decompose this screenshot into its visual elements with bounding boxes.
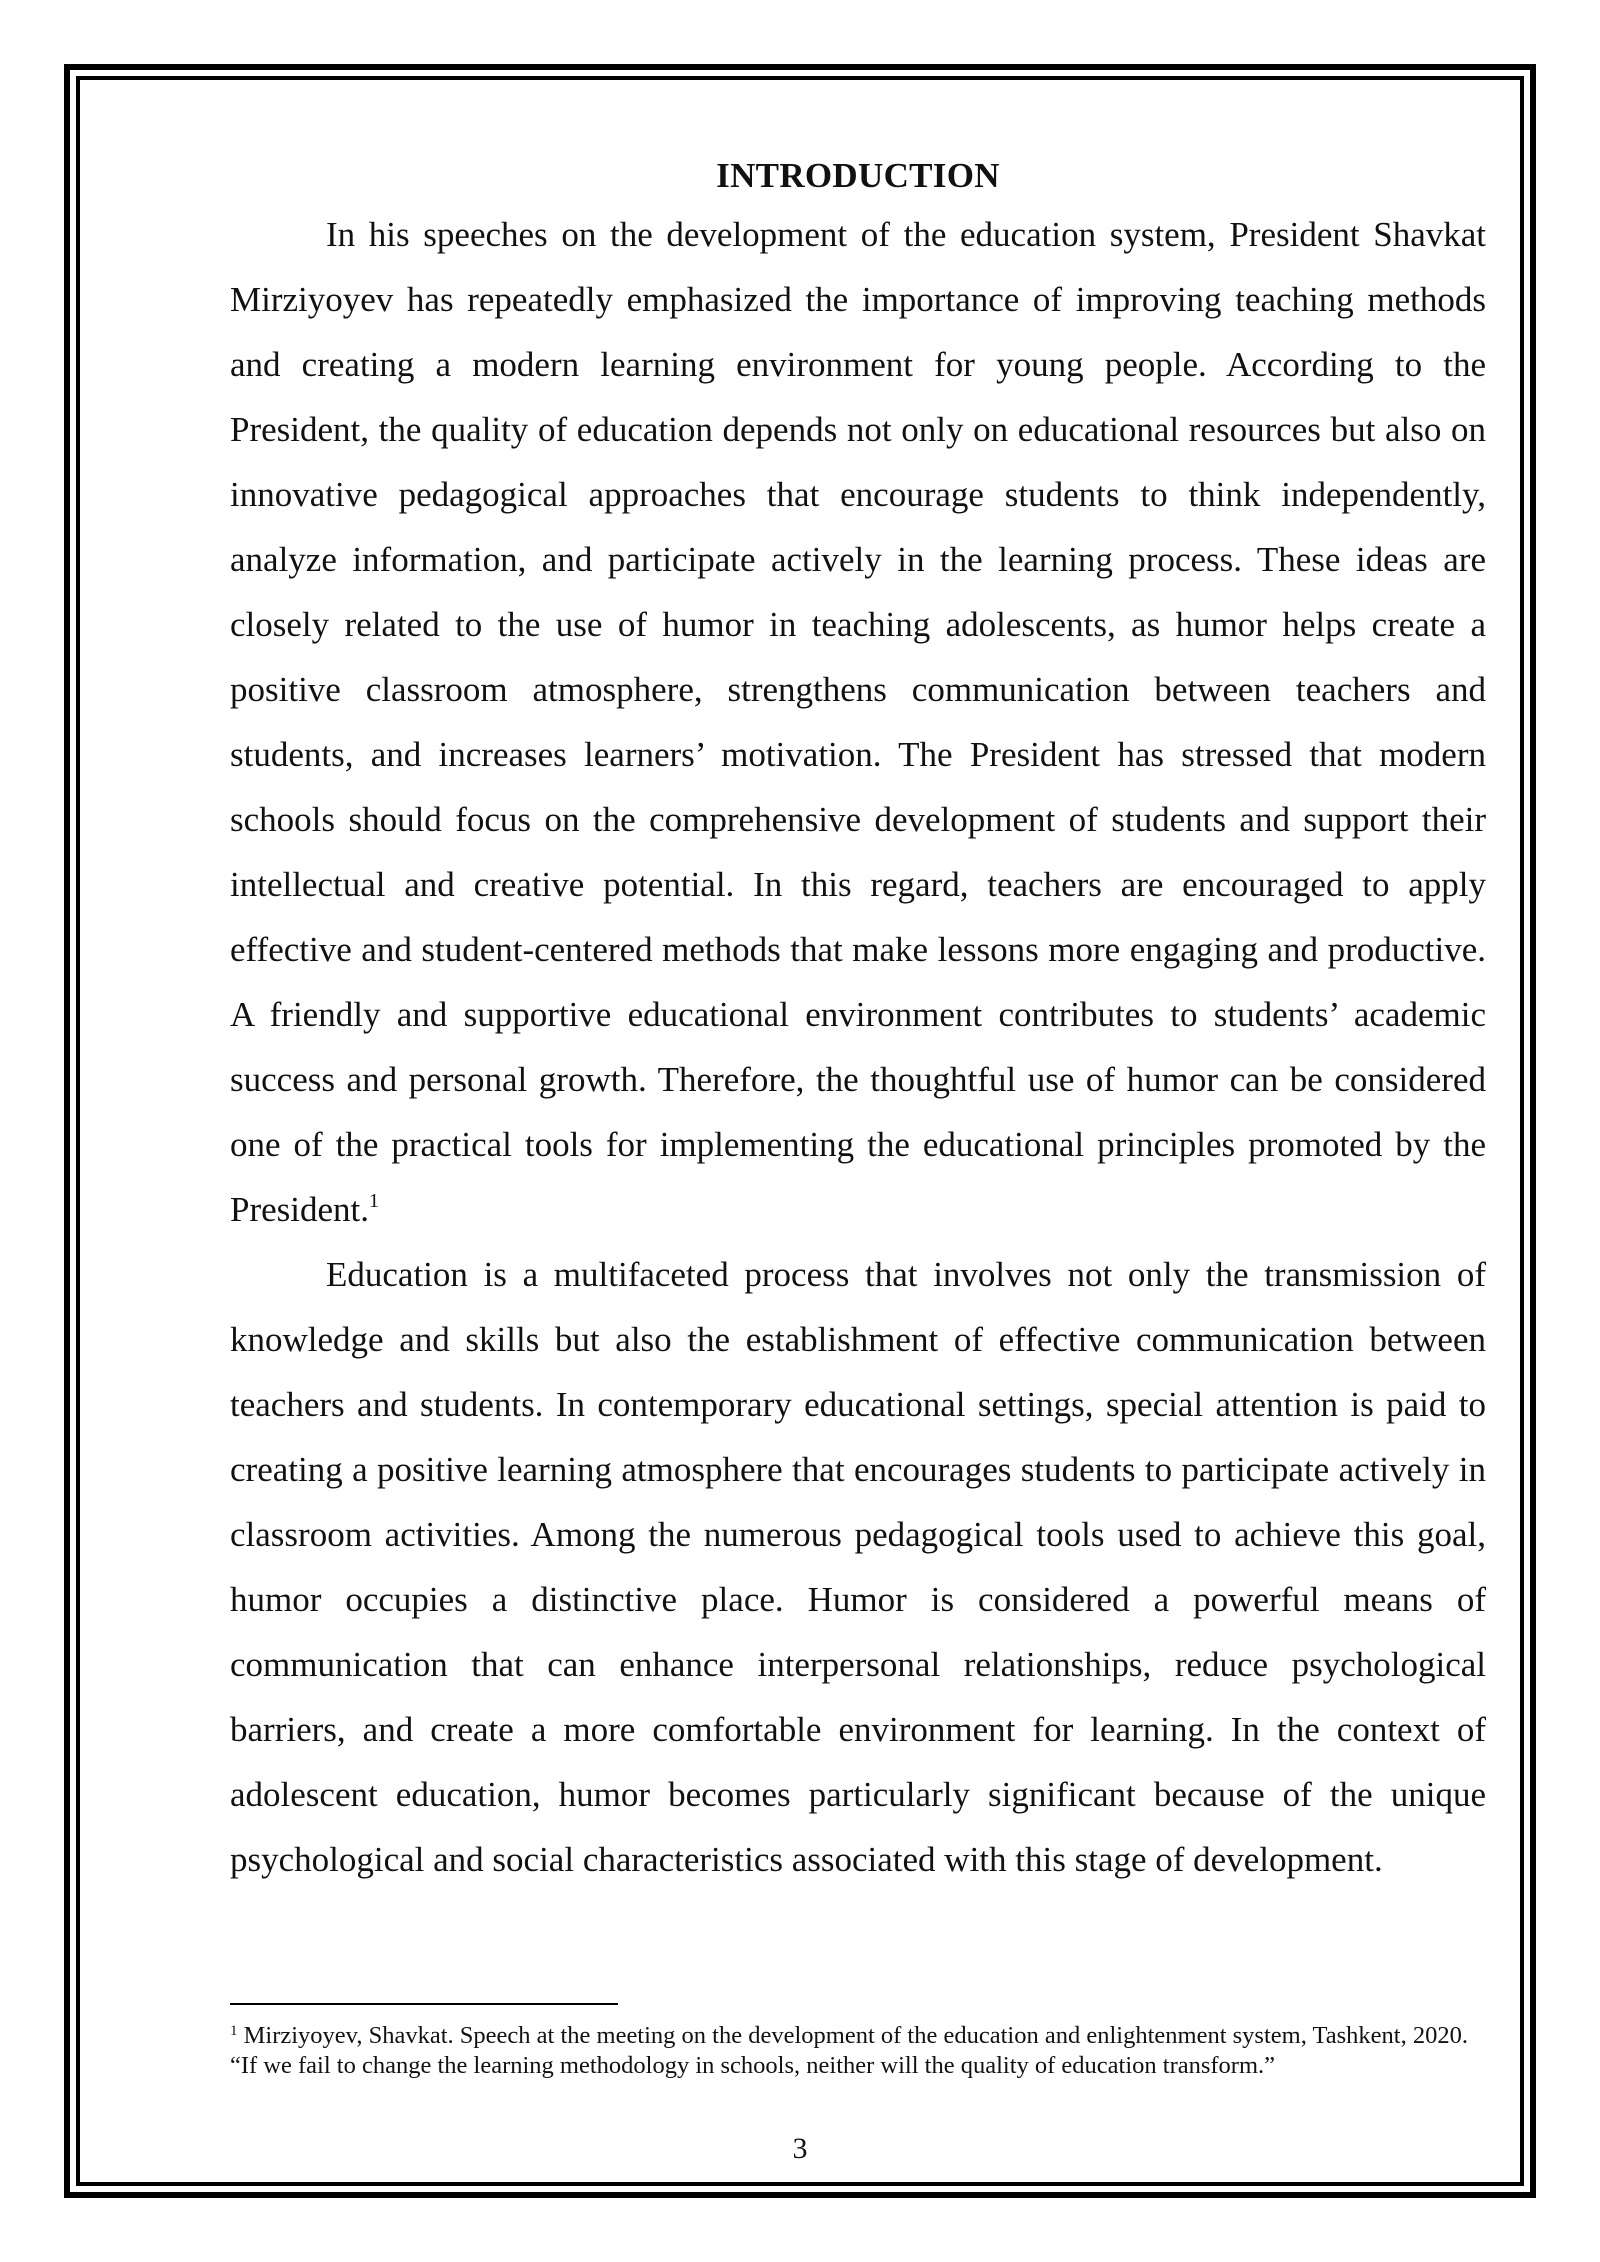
footnote-reference[interactable]: 1 bbox=[369, 1190, 380, 1212]
main-text bbox=[230, 150, 1486, 1892]
section-heading: INTRODUCTION bbox=[716, 156, 1000, 195]
footnote-separator bbox=[230, 2003, 618, 2005]
footnote-marker: 1 bbox=[230, 2023, 238, 2039]
paragraph-text: Education is a multifaceted process that involves not only the transmission of knowledge and skills but also the establishment of effective communication between teachers and students. In contemporary educational settings, special attention is paid to creating a positive learning atmosphere that encourages students to participate actively in classroom activities. Among the numerous pedagogical tools used to achieve this goal, humor occupies a distinctive place. Humor is considered a powerful means of communication that can enhance interpersonal relationships, reduce psychological barriers, and create a more comfortable environment for learning. In the context of adolescent education, humor becomes particularly significant because of the unique psychological and social characteristics associated with this stage of development. bbox=[230, 1255, 1486, 1879]
footnote-text: Mirziyoyev, Shavkat. Speech at the meeting on the development of the education and enlightenment system, Tashkent, 2020. “If we fail to change the learning methodology in schools, neither will the quality of education transform.” bbox=[230, 2022, 1468, 2079]
paragraph bbox=[230, 1242, 1486, 1892]
paragraph bbox=[230, 202, 1486, 1242]
footnote bbox=[230, 2021, 1486, 2081]
paragraph-text: In his speeches on the development of the education system, President Shavkat Mirziyoyev has repeatedly emphasized the importance of improving teaching methods and creating a modern learning environment for young people. According to the President, the quality of education depends not only on educational resources but also on innovative pedagogical approaches that encourage students to think independently, analyze information, and participate actively in the learning process. These ideas are closely related to the use of humor in teaching adolescents, as humor helps create a positive classroom atmosphere, strengthens communication between teachers and students, and increases learners’ motivation. The President has stressed that modern schools should focus on the comprehensive development of students and support their intellectual and creative potential. In this regard, teachers are encouraged to apply effective and student-centered methods that make lessons more engaging and productive. A friendly and supportive educational environment contributes to students’ academic success and personal growth. Therefore, the thoughtful use of humor can be considered one of the practical tools for implementing the educational principles promoted by the President. bbox=[230, 215, 1486, 1229]
page-number: 3 bbox=[792, 2132, 808, 2165]
